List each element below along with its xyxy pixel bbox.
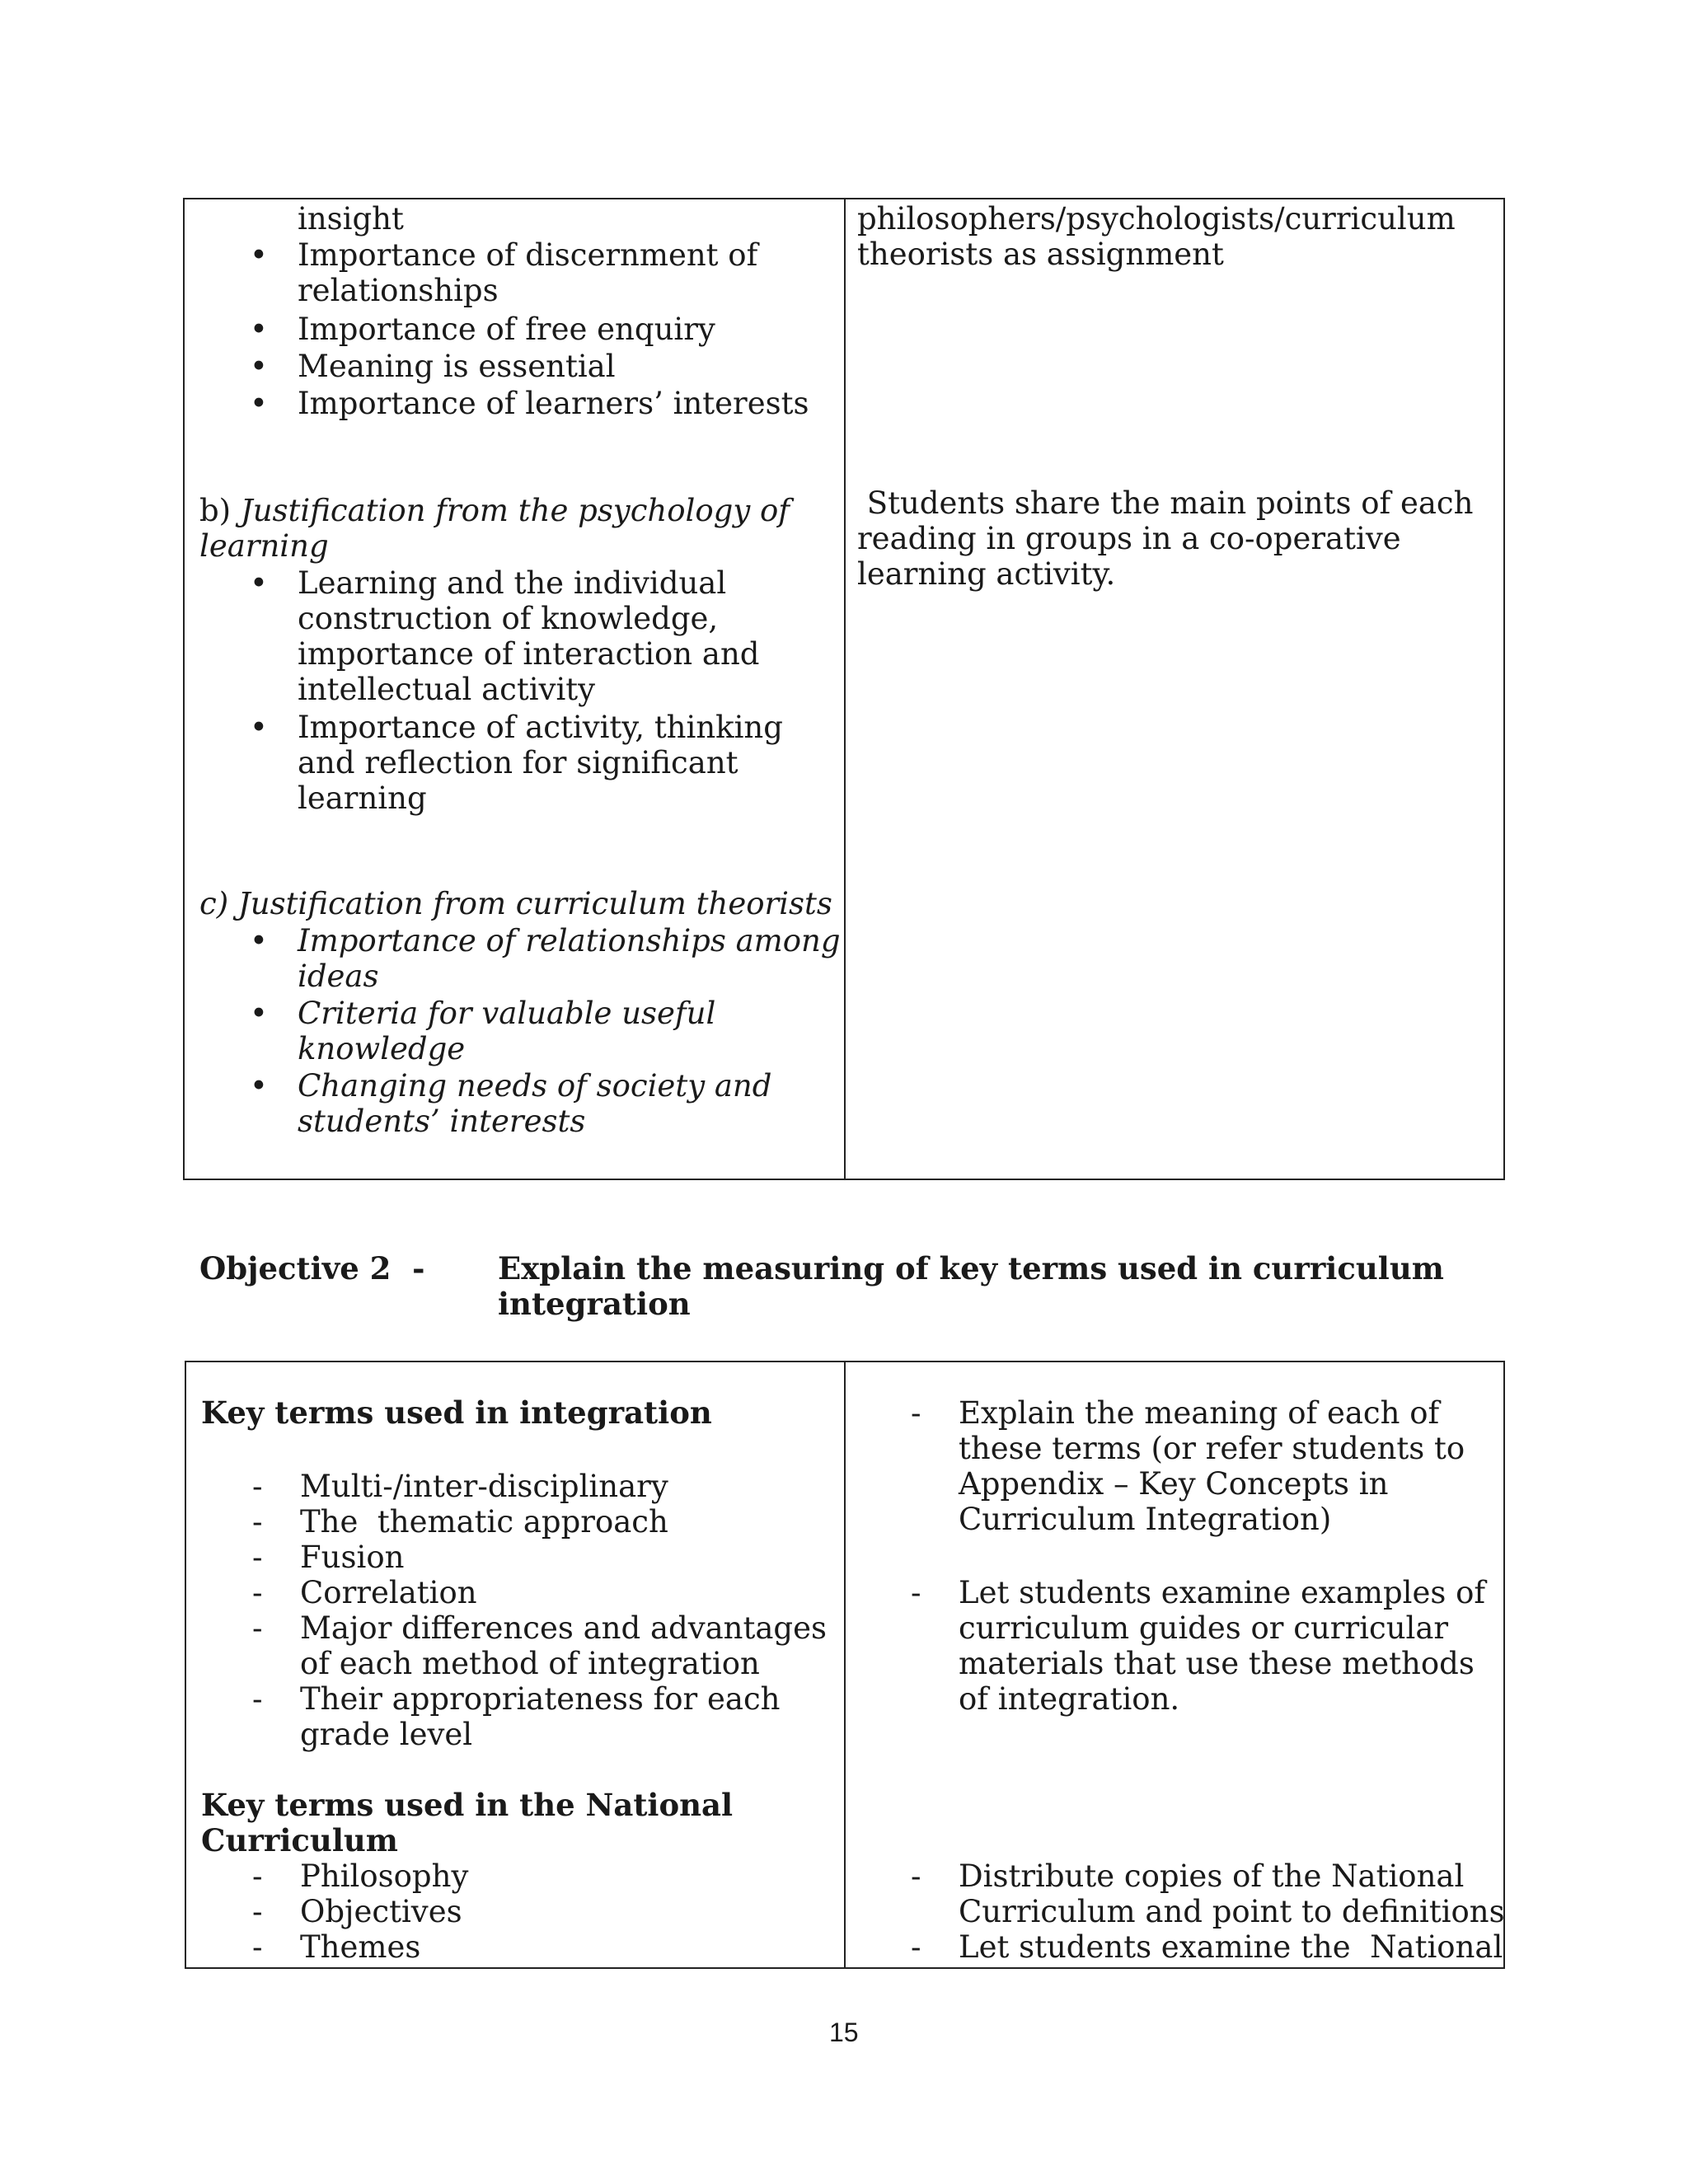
list-item-continuation: Appendix – Key Concepts in xyxy=(959,1466,1389,1502)
objective-text-line2: integration xyxy=(498,1286,691,1322)
right-paragraph-line: Students share the main points of each xyxy=(857,485,1474,521)
list-item: - Objectives xyxy=(300,1894,462,1930)
list-item-continuation: students’ interests xyxy=(298,1104,586,1139)
list-item: - Major differences and advantages xyxy=(300,1610,827,1647)
right-paragraph-line: philosophers/psychologists/curriculum xyxy=(857,201,1456,237)
list-item-continuation: relationships xyxy=(298,273,499,308)
section-c-title: c) Justification from curriculum theorists xyxy=(199,886,832,921)
section-b-title-text: Justification from the psychology of xyxy=(240,493,790,528)
objective-label: Objective 2 - xyxy=(199,1250,425,1286)
list-item: - Explain the meaning of each of xyxy=(959,1395,1439,1432)
right-paragraph-line: reading in groups in a co-operative xyxy=(857,521,1401,556)
list-item: - Let students examine examples of xyxy=(959,1575,1485,1611)
list-item-continuation: knowledge xyxy=(298,1031,466,1066)
list-item: • Changing needs of society and xyxy=(298,1068,771,1104)
list-item: - Distribute copies of the National xyxy=(959,1858,1464,1895)
list-item-continuation: and reflection for significant xyxy=(298,745,738,780)
list-item: - Fusion xyxy=(300,1540,404,1576)
list-item-continuation: grade level xyxy=(300,1717,473,1752)
list-item-continuation: curriculum guides or curricular xyxy=(959,1610,1449,1646)
list-item: - The thematic approach xyxy=(300,1504,668,1540)
list-item: • Importance of discernment of xyxy=(298,237,757,274)
list-item: • Importance of activity, thinking xyxy=(298,710,783,746)
key-terms-national-heading-line2: Curriculum xyxy=(201,1822,398,1858)
section-b-prefix: b) xyxy=(199,493,241,528)
list-item-continuation: importance of interaction and xyxy=(298,636,760,672)
list-item-continuation: intellectual activity xyxy=(298,672,596,707)
list-item: • Importance of relationships among xyxy=(298,923,841,959)
section-b-title xyxy=(199,493,790,529)
list-item: - Philosophy xyxy=(300,1858,468,1895)
list-item-continuation: these terms (or refer students to xyxy=(959,1431,1465,1466)
objective-text: Explain the measuring of key terms used in curriculum xyxy=(498,1250,1444,1286)
key-terms-integration-heading: Key terms used in integration xyxy=(201,1394,712,1431)
list-item: - Multi-/inter-disciplinary xyxy=(300,1469,668,1505)
list-item: • Criteria for valuable useful xyxy=(298,996,715,1032)
list-item: • Importance of free enquiry xyxy=(298,312,715,348)
right-paragraph-line: theorists as assignment xyxy=(857,237,1224,272)
key-terms-national-heading: Key terms used in the National xyxy=(201,1787,734,1823)
list-item: - Correlation xyxy=(300,1575,477,1611)
section-b-title-line2: learning xyxy=(199,528,329,564)
list-item-continuation: of each method of integration xyxy=(300,1646,760,1681)
continued-line: insight xyxy=(298,201,404,237)
column-divider xyxy=(844,199,846,1179)
list-item-continuation: Curriculum Integration) xyxy=(959,1502,1332,1537)
column-divider xyxy=(844,1362,846,1967)
list-item: - Let students examine the National xyxy=(959,1929,1503,1966)
page-number: 15 xyxy=(829,2018,859,2047)
list-item: • Importance of learners’ interests xyxy=(298,386,809,422)
list-item-continuation: materials that use these methods xyxy=(959,1646,1475,1681)
list-item-continuation: ideas xyxy=(298,958,379,994)
list-item: - Their appropriateness for each xyxy=(300,1681,781,1718)
list-item: • Learning and the individual xyxy=(298,565,726,602)
list-item: • Meaning is essential xyxy=(298,349,616,385)
right-paragraph-line: learning activity. xyxy=(857,556,1116,592)
list-item-continuation: of integration. xyxy=(959,1681,1180,1717)
list-item-continuation: learning xyxy=(298,780,427,816)
list-item: - Themes xyxy=(300,1929,420,1966)
list-item-continuation: construction of knowledge, xyxy=(298,601,719,636)
list-item-continuation: Curriculum and point to definitions xyxy=(959,1894,1505,1929)
